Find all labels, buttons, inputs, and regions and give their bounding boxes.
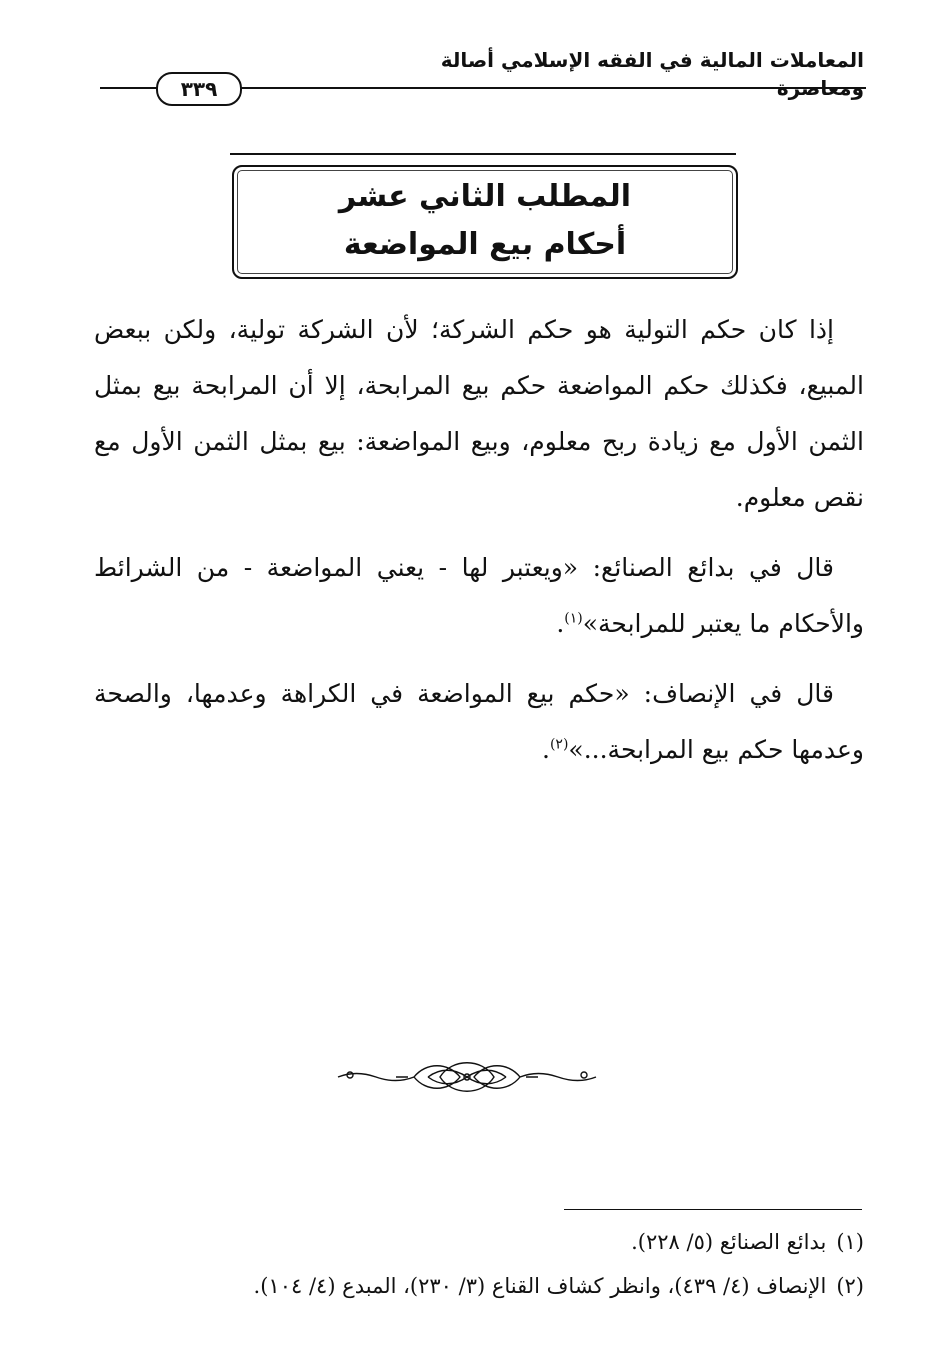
paragraph-2 — [94, 540, 864, 652]
paragraph-3 — [94, 666, 864, 778]
title-top-rule — [230, 153, 736, 155]
footnote-2-text: الإنصاف (٤/ ٤٣٩)، وانظر كشاف القناع (٣/ ٢٣٠)، المبدع (٤/ ١٠٤). — [253, 1274, 827, 1298]
footnote-1 — [164, 1222, 864, 1262]
page-number: ٣٣٩ — [156, 72, 242, 106]
body-text — [94, 302, 864, 792]
footnote-2-number: (٢) — [836, 1274, 864, 1298]
paragraph-1-text: إذا كان حكم التولية هو حكم الشركة؛ لأن الشركة تولية، ولكن ببعض المبيع، فكذلك حكم المواضعة حكم بيع المرابحة، إلا أن المرابحة بيع بمثل الثمن الأول مع زيادة ربح معلوم، وبيع المواضعة: بيع بمثل الثمن الأول مع نقص معلوم. — [94, 315, 864, 512]
paragraph-2-text: قال في بدائع الصنائع: «ويعتبر لها - يعني المواضعة - من الشرائط والأحكام ما يعتبر للمرابحة» — [94, 553, 864, 638]
section-title-heading: أحكام بيع المواضعة — [343, 227, 627, 262]
footnote-ref-1: (١) — [564, 610, 583, 627]
running-header-title: المعاملات المالية في الفقه الإسلامي أصالة ومعاصرة — [440, 48, 864, 100]
footnote-1-number: (١) — [836, 1230, 864, 1254]
paragraph-3-text: قال في الإنصاف: «حكم بيع المواضعة في الكراهة وعدمها، والصحة وعدمها حكم بيع المرابحة...» — [94, 679, 864, 764]
footnote-1-text: بدائع الصنائع (٥/ ٢٢٨). — [631, 1230, 827, 1254]
paragraph-3-tail: . — [541, 735, 550, 764]
footnote-2 — [164, 1266, 864, 1306]
footnotes — [164, 1222, 864, 1310]
section-end-ornament-icon — [336, 1056, 598, 1098]
section-number-heading: المطلب الثاني عشر — [338, 179, 632, 214]
section-title-box — [232, 165, 738, 279]
paragraph-1 — [94, 302, 864, 526]
paragraph-2-tail: . — [556, 609, 565, 638]
footnote-rule — [564, 1209, 862, 1210]
footnote-ref-2: (٢) — [549, 736, 569, 753]
